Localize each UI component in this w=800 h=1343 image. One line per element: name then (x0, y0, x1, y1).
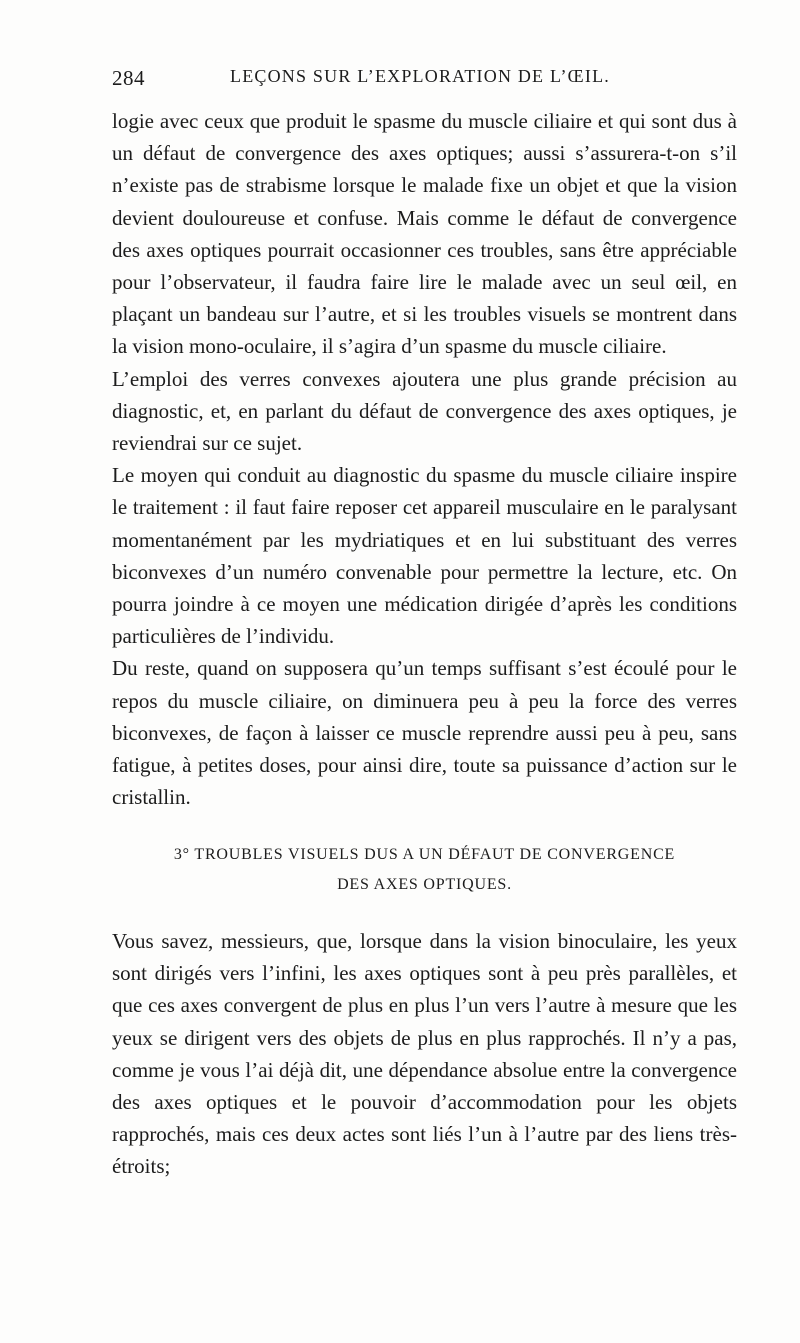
paragraph: L’emploi des verres convexes ajoutera une plus grande précision au diagnostic, et, en parlant du défaut de convergence des axes optiques, je reviendrai sur ce sujet. (112, 366, 737, 456)
section-heading-line: 3° TROUBLES VISUELS DUS A UN DÉFAUT DE CONVERGENCE (173, 846, 676, 863)
body-text (112, 105, 737, 813)
page-number: 284 (112, 66, 145, 90)
paragraph: Le moyen qui conduit au diagnostic du spasme du muscle ciliaire inspire le traitement : il faut faire reposer cet appareil musculaire en le paralysant momentanément par les mydriatiques et en lui substituant des verres biconvexes d’un numéro convenable pour permettre la lecture, etc. On pourra joindre à ce moyen une médication dirigée d’après les conditions particulières de l’individu. (112, 463, 737, 649)
section-heading-line: DES AXES OPTIQUES. (337, 876, 512, 893)
paragraph: logie avec ceux que produit le spasme du muscle ciliaire et qui sont dus à un défaut de convergence des axes optiques; aussi s’assurera-t-on s’il n’existe pas de strabisme lorsque le malade fixe un objet et que la vision devient douloureuse et confuse. Mais comme le défaut de convergence des axes optiques pourrait occasionner ces troubles, sans être appréciable pour l’observateur, il faudra faire lire le malade avec un seul œil, en plaçant un bandeau sur l’autre, et si les troubles visuels se montrent dans la vision mono-oculaire, il s’agira d’un spasme du muscle ciliaire. (112, 109, 737, 359)
paragraph: Du reste, quand on supposera qu’un temps suffisant s’est écoulé pour le repos du muscle ciliaire, on diminuera peu à peu la force des verres biconvexes, de façon à laisser ce muscle reprendre aussi peu à peu, sans fatigue, à petites doses, pour ainsi dire, toute sa puissance d’action sur le cristallin. (112, 656, 737, 810)
paragraph: Vous savez, messieurs, que, lorsque dans la vision binoculaire, les yeux sont dirigés vers l’infini, les axes optiques sont à peu près parallèles, et que ces axes convergent de plus en plus l’un vers l’autre à mesure que les yeux se dirigent vers des objets de plus en plus rapprochés. Il n’y a pas, comme je vous l’ai déjà dit, une dépendance absolue entre la convergence des axes optiques et le pouvoir d’accommodation pour les objets rapprochés, mais ces deux actes sont liés l’un à l’autre par des liens très-étroits; (112, 929, 737, 1179)
section-body-text (112, 925, 737, 1183)
page-header (112, 60, 732, 100)
section-heading (112, 840, 737, 900)
running-title: LEÇONS SUR L’EXPLORATION DE L’ŒIL. (230, 66, 610, 86)
